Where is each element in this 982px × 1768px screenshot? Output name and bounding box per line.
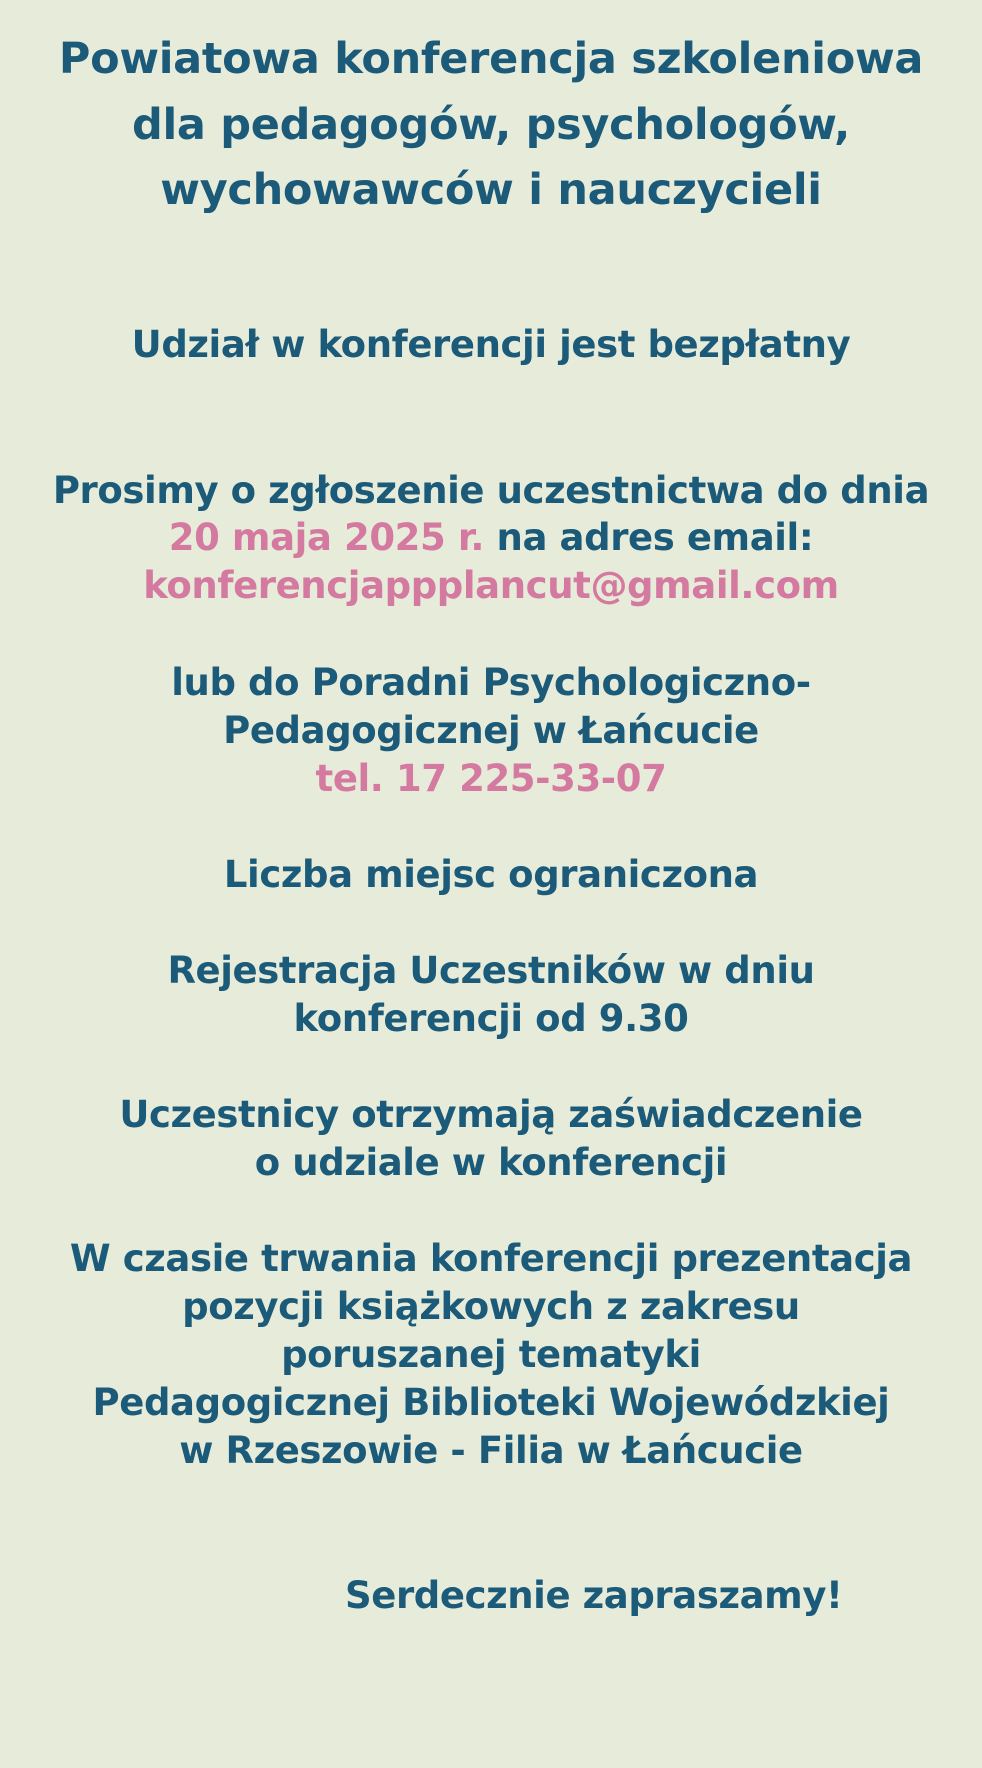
registration-line-2 bbox=[0, 516, 982, 559]
books-line-2: pozycji książkowych z zakresu bbox=[182, 1285, 800, 1328]
limited-seats-text: Liczba miejsc ograniczona bbox=[223, 853, 759, 896]
registration-line-2-rest: na adres email: bbox=[484, 516, 814, 559]
books-line-5: w Rzeszowie - Filia w Łańcucie bbox=[179, 1429, 803, 1472]
title-line-2: dla pedagogów, psychologów, bbox=[131, 100, 851, 150]
email-link[interactable]: konferencjappplancut@gmail.com bbox=[143, 564, 839, 607]
free-participation-text: Udział w konferencji jest bezpłatny bbox=[131, 323, 851, 366]
clinic-line-1: lub do Poradni Psychologiczno- bbox=[171, 661, 811, 704]
title-line-1: Powiatowa konferencja szkoleniowa bbox=[58, 34, 924, 84]
certificate-line-1: Uczestnicy otrzymają zaświadczenie bbox=[119, 1093, 863, 1136]
checkin-line-1: Rejestracja Uczestników w dniu bbox=[167, 949, 815, 992]
deadline-date: 20 maja 2025 r. bbox=[168, 516, 485, 559]
checkin-line-2: konferencji od 9.30 bbox=[293, 997, 689, 1040]
registration-line-1: Prosimy o zgłoszenie uczestnictwa do dnia bbox=[52, 469, 930, 512]
books-line-4: Pedagogicznej Biblioteki Wojewódzkiej bbox=[92, 1381, 890, 1424]
books-line-3: poruszanej tematyki bbox=[281, 1333, 701, 1376]
title-line-3: wychowawców i nauczycieli bbox=[160, 165, 822, 215]
closing-text: Serdecznie zapraszamy! bbox=[345, 1574, 843, 1617]
books-line-1: W czasie trwania konferencji prezentacja bbox=[69, 1237, 913, 1280]
phone-number[interactable]: tel. 17 225-33-07 bbox=[315, 757, 667, 800]
clinic-line-2: Pedagogicznej w Łańcucie bbox=[223, 709, 759, 752]
certificate-line-2: o udziale w konferencji bbox=[254, 1141, 728, 1184]
